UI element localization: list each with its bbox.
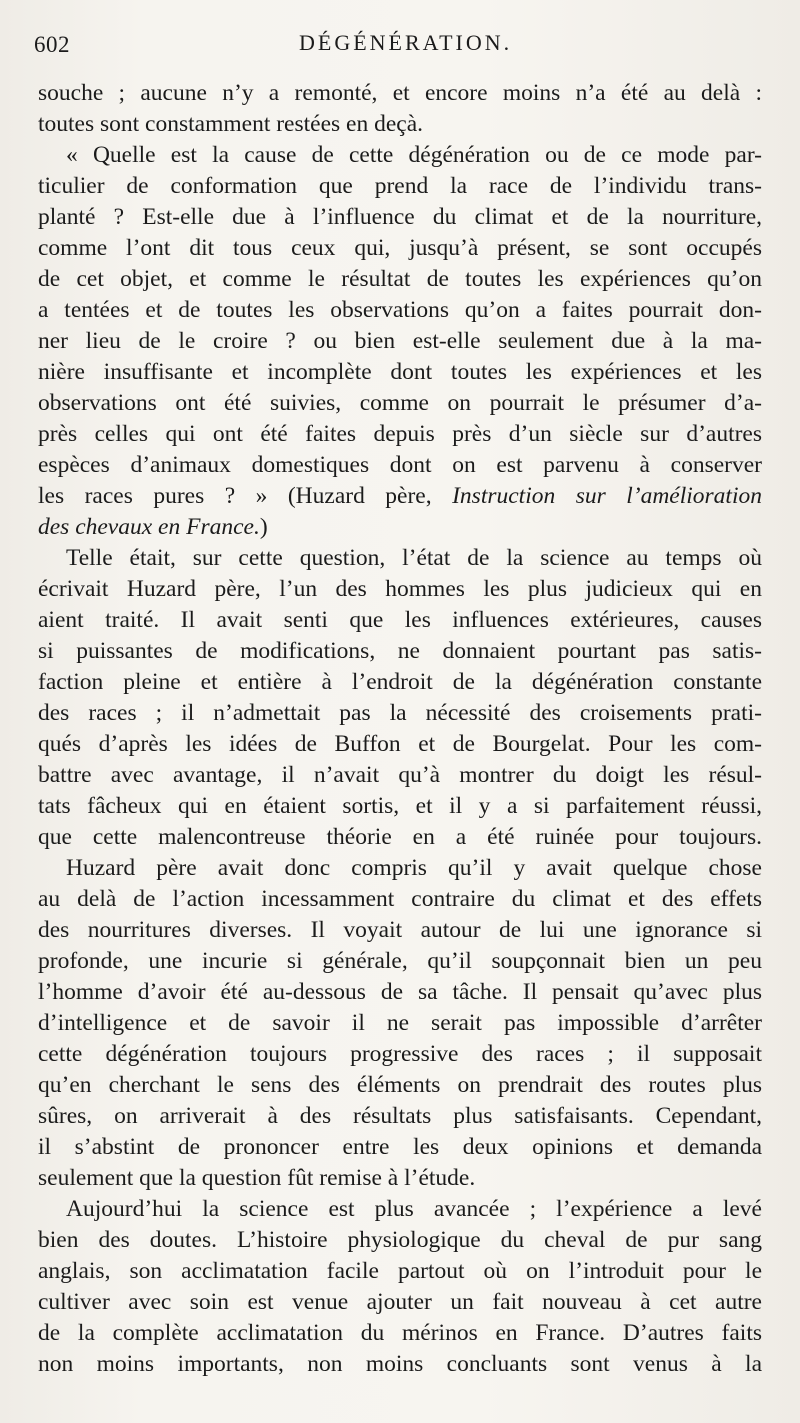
text-line: Huzard père avait donc compris qu’il y avait quelque chose — [66, 855, 762, 881]
text-line: non moins importants, non moins concluants sont venus à la — [38, 1351, 762, 1377]
citation-text: les races pures ? » (Huzard père, — [38, 483, 453, 509]
text-line: a tentées et de toutes les observations qu’on a faites pourrait don- — [38, 297, 762, 323]
text-line: des nourritures diverses. Il voyait autour de lui une ignorance si — [38, 917, 762, 943]
text-line: des races ; il n’admettait pas la nécessité des croisements prati- — [38, 700, 762, 726]
text-line: tats fâcheux qui en étaient sortis, et il y a si parfaitement réussi, — [38, 793, 762, 819]
text-line: bien des doutes. L’histoire physiologique du cheval de pur sang — [38, 1227, 762, 1253]
text-line: de cet objet, et comme le résultat de toutes les expériences qu’on — [38, 266, 762, 292]
text-line — [38, 481, 762, 512]
text-line: battre avec avantage, il n’avait qu’à montrer du doigt les résul- — [38, 762, 762, 788]
text-line: sûres, on arriverait à des résultats plus satisfaisants. Cependant, — [38, 1103, 762, 1129]
text-line: toutes sont constamment restées en deçà. — [38, 111, 424, 137]
running-title: DÉGÉNÉRATION. — [299, 30, 513, 55]
citation-title: Instruction sur l’amélioration — [452, 483, 762, 509]
text-line: anglais, son acclimatation facile partout où on l’introduit pour le — [38, 1258, 762, 1284]
text-line: il s’abstint de prononcer entre les deux opinions et demanda — [38, 1134, 762, 1160]
text-line: ticulier de conformation que prend la race de l’individu trans- — [38, 173, 762, 199]
text-line: nière insuffisante et incomplète dont toutes les expériences et les — [38, 359, 762, 385]
text-line: au delà de l’action incessamment contraire du climat et des effets — [38, 886, 762, 912]
text-line: aient traité. Il avait senti que les influences extérieures, causes — [38, 607, 762, 633]
text-line: seulement que la question fût remise à l’étude. — [38, 1165, 476, 1191]
text-line: observations ont été suivies, comme on pourrait le présumer d’a- — [38, 390, 762, 416]
citation-title-end: des chevaux en France. — [38, 514, 260, 540]
text-line: profonde, une incurie si générale, qu’il soupçonnait bien un peu — [38, 948, 762, 974]
running-head — [34, 28, 766, 62]
text-line: cette dégénération toujours progressive des races ; il supposait — [38, 1041, 762, 1067]
text-line: Telle était, sur cette question, l’état de la science au temps où — [66, 545, 762, 571]
text-line: espèces d’animaux domestiques dont on est parvenu à conserver — [38, 452, 762, 478]
body-text — [38, 78, 762, 1380]
text-line: souche ; aucune n’y a remonté, et encore moins n’a été au delà : — [38, 80, 762, 106]
text-line: qués d’après les idées de Buffon et de Bourgelat. Pour les com- — [38, 731, 762, 757]
text-line: d’intelligence et de savoir il ne serait pas impossible d’arrêter — [38, 1010, 762, 1036]
text-line: comme l’ont dit tous ceux qui, jusqu’à présent, se sont occupés — [38, 235, 762, 261]
text-line: l’homme d’avoir été au-dessous de sa tâche. Il pensait qu’avec plus — [38, 979, 762, 1005]
text-line: près celles qui ont été faites depuis près d’un siècle sur d’autres — [38, 421, 762, 447]
text-line: que cette malencontreuse théorie en a été ruinée pour toujours. — [38, 824, 762, 850]
text-line: planté ? Est-elle due à l’influence du climat et de la nourriture, — [38, 204, 762, 230]
text-line: cultiver avec soin est venue ajouter un fait nouveau à cet autre — [38, 1289, 762, 1315]
text-line: si puissantes de modifications, ne donnaient pourtant pas satis- — [38, 638, 762, 664]
text-line — [38, 512, 762, 543]
text-line: ner lieu de le croire ? ou bien est-elle seulement due à la ma- — [38, 328, 762, 354]
text-line: faction pleine et entière à l’endroit de la dégénération constante — [38, 669, 762, 695]
text-line: écrivait Huzard père, l’un des hommes les plus judicieux qui en — [38, 576, 762, 602]
text-line: Aujourd’hui la science est plus avancée ; l’expérience a levé — [66, 1196, 762, 1222]
text-line: de la complète acclimatation du mérinos en France. D’autres faits — [38, 1320, 762, 1346]
text-line: « Quelle est la cause de cette dégénération ou de ce mode par- — [66, 142, 762, 168]
text-line: qu’en cherchant le sens des éléments on prendrait des routes plus — [38, 1072, 762, 1098]
citation-close: ) — [259, 514, 268, 540]
page-number: 602 — [34, 32, 70, 57]
